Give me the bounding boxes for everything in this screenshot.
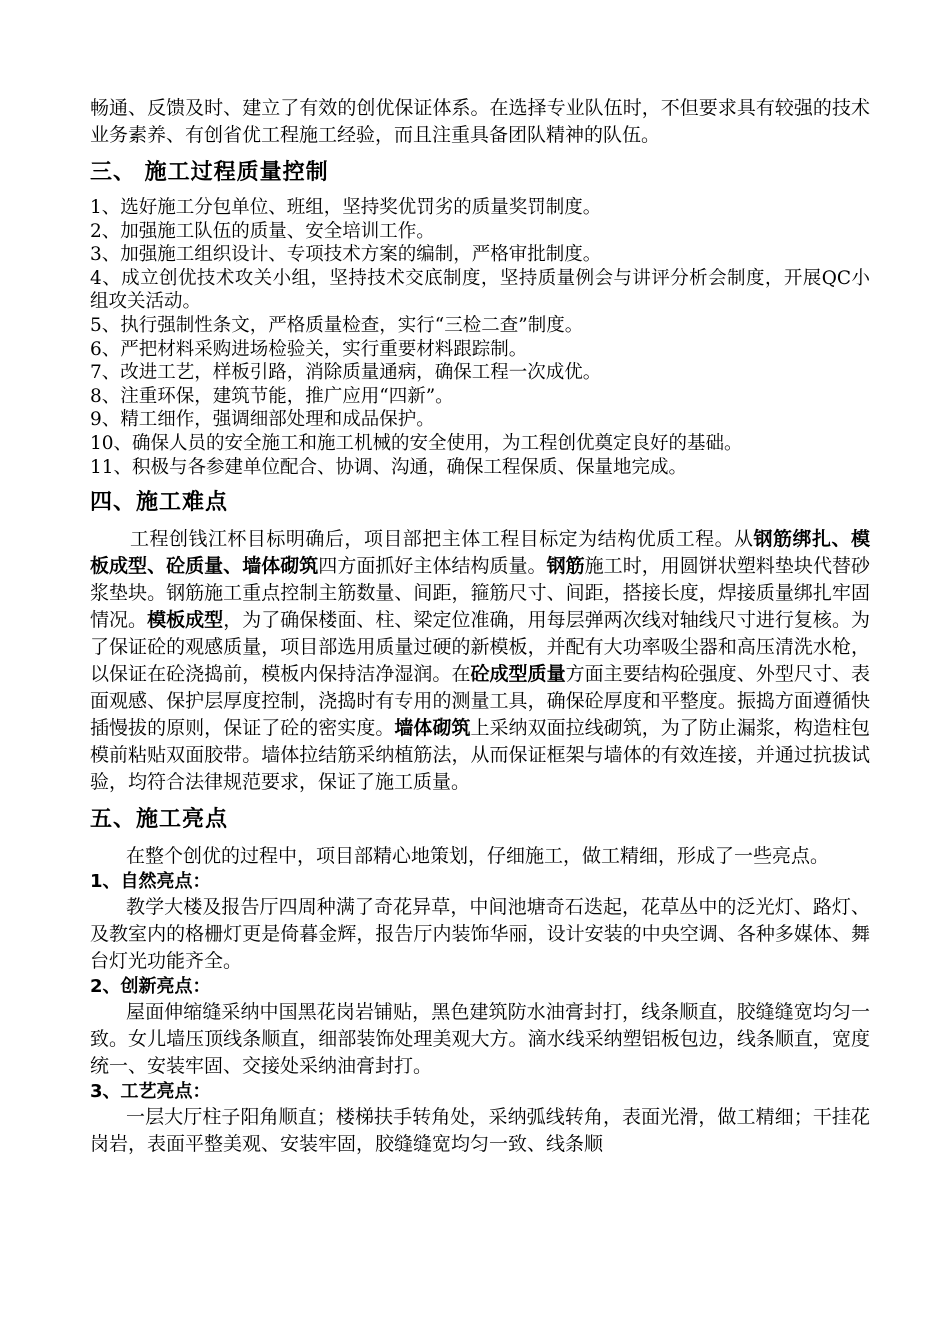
list-item: 10、确保人员的安全施工和施工机械的安全使用，为工程创优奠定良好的基础。 [90, 432, 743, 454]
section-4-heading: 四、施工难点 [90, 490, 229, 516]
bold-keyword: 模板成型 [147, 609, 224, 632]
list-item: 6、严把材料采购进场检验关，实行重要材料跟踪制。 [90, 338, 528, 360]
subheading-craft: 3、工艺亮点： [90, 1081, 211, 1103]
intro-paragraph: 畅通、反馈及时、建立了有效的创优保证体系。在选择专业队伍时，不但要求具有较强的技术业务素养、有创省优工程施工经验，而且注重具备团队精神的队伍。 [90, 97, 870, 146]
text-run: 上采纳双面拉线砌筑，为了防止漏浆，构造柱包模前粘贴双面胶带。墙体拉结筋采纳植筋法，从而保证框架与墙体的有效连接，并通过抗拔试验，均符合法律规范要求，保证了施工质量。 [90, 717, 870, 794]
natural-highlight-text: 教学大楼及报告厅四周种满了奇花异草，中间池塘奇石迭起，花草丛中的泛光灯、路灯、及教室内的格栅灯更是倚暮金辉，报告厅内装饰华丽，设计安装的中央空调、各种多媒体、舞台灯光功能齐全。 [90, 896, 870, 973]
list-item: 8、注重环保，建筑节能，推广应用“四新”。 [90, 385, 454, 407]
list-item: 2、加强施工队伍的质量、安全培训工作。 [90, 220, 435, 242]
list-item: 3、加强施工组织设计、专项技术方案的编制，严格审批制度。 [90, 244, 602, 266]
section-3-list [90, 196, 870, 479]
section-5-heading: 五、施工亮点 [90, 807, 229, 833]
craft-highlight-text: 一层大厅柱子阳角顺直；楼梯扶手转角处，采纳弧线转角，表面光滑，做工精细；干挂花岗岩，表面平整美观、安装牢固，胶缝缝宽均匀一致、线条顺 [90, 1106, 870, 1156]
innovation-highlight-text: 屋面伸缩缝采纳中国黑花岗岩铺贴，黑色建筑防水油膏封打，线条顺直，胶缝缝宽均匀一致。女儿墙压顶线条顺直，细部装饰处理美观大方。滴水线采纳塑铝板包边，线条顺直，宽度统一、安装牢固、交接处采纳油膏封打。 [90, 1001, 870, 1078]
list-item: 5、执行强制性条文，严格质量检查，实行“三检二查”制度。 [90, 314, 584, 336]
text-run: 施工时，用圆饼状塑料垫块代替砂浆垫块。钢筋施工重点控制主筋数量、间距，箍筋尺寸、间距，搭接长度，焊接质量绑扎牢固情况。 [90, 555, 870, 632]
section-3-heading: 三、 施工过程质量控制 [90, 160, 329, 185]
text-run: 工程创钱江杯目标明确后，项目部把主体工程目标定为结构优质工程。从 [130, 528, 754, 551]
section-4-paragraph [90, 526, 870, 796]
list-item: 4、成立创优技术攻关小组，坚持技术交底制度，坚持质量例会与讲评分析会制度，开展QC小组攻关活动。 [90, 267, 870, 313]
list-item: 7、改进工艺，样板引路，消除质量通病，确保工程一次成优。 [90, 362, 602, 384]
subheading-innovation: 2、创新亮点： [90, 976, 211, 998]
list-item: 9、精工细作，强调细部处理和成品保护。 [90, 409, 435, 431]
text-run: ，为了确保楼面、柱、梁定位准确，用每层弹两次线对轴线尺寸进行复核。为了保证砼的观感质量，项目部选用质量过硬的新模板，并配有大功率吸尘器和高压清洗水枪，以保证在砼浇捣前，模板内保持洁净湿润。在 [90, 609, 870, 686]
bold-keyword: 砼成型质量 [470, 663, 566, 686]
section-5-intro: 在整个创优的过程中，项目部精心地策划，仔细施工，做工精细，形成了一些亮点。 [126, 845, 830, 868]
bold-keyword: 钢筋 [546, 555, 585, 578]
list-item: 1、选好施工分包单位、班组，坚持奖优罚劣的质量奖罚制度。 [90, 197, 602, 218]
text-run: 方面主要结构砼强度、外型尺寸、表面观感、保护层厚度控制，浇捣时有专用的测量工具，确保砼厚度和平整度。振捣方面遵循快插慢拔的原则，保证了砼的密实度。 [90, 663, 870, 740]
bold-keyword: 墙体砌筑 [394, 717, 471, 740]
subheading-natural: 1、自然亮点： [90, 871, 211, 893]
text-run: 四方面抓好主体结构质量。 [318, 555, 547, 578]
document-page [90, 95, 870, 1158]
list-item: 11、积极与各参建单位配合、协调、沟通，确保工程保质、保量地完成。 [90, 456, 688, 478]
bold-keyword: 钢筋绑扎、模板成型、砼质量、墙体砌筑 [90, 528, 870, 578]
